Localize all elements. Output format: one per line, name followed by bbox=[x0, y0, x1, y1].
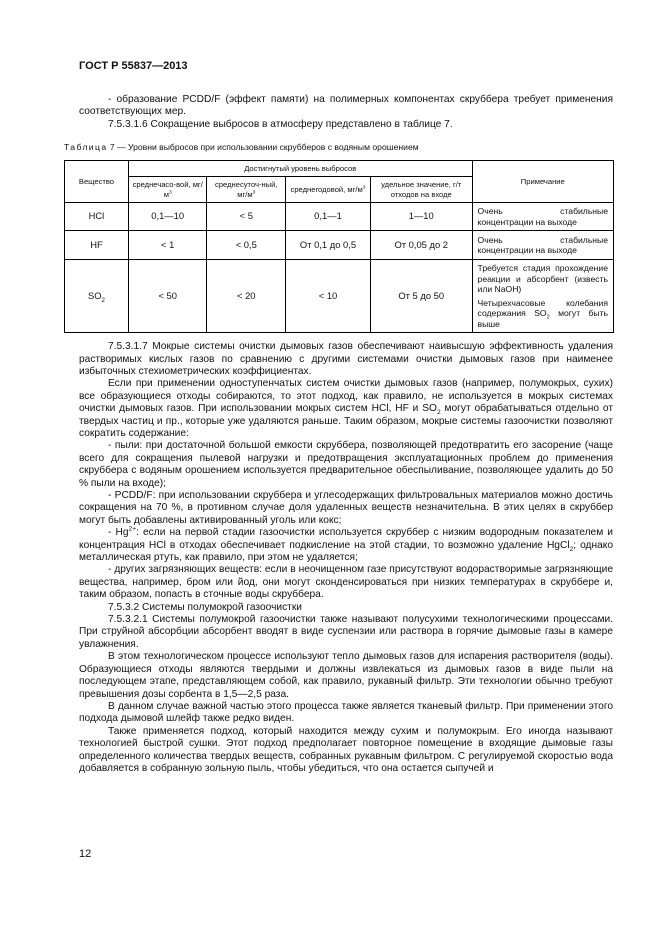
col-note: Примечание bbox=[472, 160, 613, 203]
col-substance: Вещество bbox=[65, 160, 129, 203]
intro-paragraph-1: - образование PCDD/F (эффект памяти) на полимерных компонентах скруббера требует применения соответствующих мер. bbox=[79, 94, 613, 118]
section-heading: 7.5.3.2 Системы полумокрой газоочистки bbox=[108, 601, 302, 613]
table-caption-label: Таблица bbox=[64, 142, 108, 153]
table-row bbox=[65, 260, 614, 333]
cell-value: < 1 bbox=[128, 231, 207, 260]
cell-value: < 0,5 bbox=[207, 231, 286, 260]
cell-value: 0,1—10 bbox=[128, 203, 207, 231]
table-caption-text: 7 — Уровни выбросов при использовании скрубберов с водяным орошением bbox=[109, 142, 419, 153]
body-paragraph: - пыли: при достаточной большой емкости скруббера, позволяющей предотвратить его засорение (чаще всего для сокращения пылевой нагрузки и предотвращения эксплуатационных проблем до применения скруббера с водяным орошением используется предварительное обеспыливание, позволяющее удалить до 50 % пыли на входе); bbox=[79, 440, 613, 489]
emissions-table bbox=[64, 160, 614, 334]
table-row bbox=[65, 231, 614, 260]
body-paragraph: Если при применении одноступенчатых систем очистки дымовых газов (например, полумокрых, сухих) все образующиеся отходы собираются, то этот подход, как правило, не используется в мокрых системах очистки дымовых газов. При использовании мокрых систем HCl, HF и $SO_2$ могут обрабатываться отдельно от твердых частиц и пр., которые уже удаляются раньше. Таким образом, мокрые системы газоочистки позволяют сократить содержание: bbox=[79, 378, 613, 439]
cell-value: < 5 bbox=[207, 203, 286, 231]
cell-note: Очень стабильные концентрации на выходе bbox=[472, 203, 613, 231]
col-specific: удельное значение, г/т отходов на входе bbox=[370, 177, 472, 203]
body-paragraph: 7.5.3.2.1 Системы полумокрой газоочистки также называют полусухими технологическими процессами. При струйной абсорбции абсорбент вводят в виде суспензии или раствора в горячие дымовые газы в камере увлажнения. bbox=[79, 614, 613, 650]
cell-value: От 0,1 до 0,5 bbox=[286, 231, 371, 260]
page-number: 12 bbox=[79, 848, 92, 860]
body-paragraph: - PCDD/F: при использовании скруббера и углесодержащих фильтровальных материалов можно достичь сокращения на 70 %, в противном случае доля удаленных веществ незначительна. В этих целях в скруббер могут быть добавлены активированный уголь или кокс; bbox=[79, 490, 613, 526]
page-content bbox=[64, 94, 614, 775]
body-paragraph: В данном случае важной частью этого процесса также является тканевый фильтр. При применении этого подхода дымовой шлейф также редко виден. bbox=[79, 700, 613, 725]
table-row bbox=[65, 203, 614, 231]
cell-value: < 20 bbox=[207, 260, 286, 333]
cell-note: Очень стабильные концентрации на выходе bbox=[472, 231, 613, 260]
col-group-achieved: Достигнутый уровень выбросов bbox=[128, 160, 472, 177]
cell-value: От 5 до 50 bbox=[370, 260, 472, 333]
cell-value: < 10 bbox=[286, 260, 371, 333]
table-header-row bbox=[65, 160, 614, 177]
body-paragraph: - других загрязняющих веществ: если в неочищенном газе присутствуют водорастворимые загрязняющие вещества, например, бром или йод, они могут сконденсироваться при низких температурах в скруббере и, таким образом, попасть в сточные воды скруббера. bbox=[79, 564, 613, 601]
table-caption bbox=[64, 141, 613, 153]
cell-value: 0,1—1 bbox=[286, 203, 371, 231]
body-paragraph: 7.5.3.1.7 Мокрые системы очистки дымовых газов обеспечивают наивысшую эффективность удаления растворимых кислых газов по сравнению с другими системами очистки дымовых газов при наименее избыточных стехиометрических коэффициентах. bbox=[79, 341, 613, 377]
cell-substance: $SO_2$ bbox=[65, 260, 129, 333]
body-paragraph: Также применяется подход, который находится между сухим и полумокрым. Его иногда называют технологией быстрой сушки. Этот подход предполагает повторное помещение в входящие дымовые газы определенного количества твердых веществ, собранных рукавным фильтром. С регулируемой скоростью вода добавляется в собранную зольную пыль, чтобы убедиться, что она остается сыпучей и bbox=[79, 725, 613, 774]
col-hourly: среднечасо-вой, $мг/м^3$ bbox=[128, 177, 207, 203]
col-daily: среднесуточ-ный, $мг/м^3$ bbox=[207, 177, 286, 203]
cell-substance: HCl bbox=[65, 203, 129, 231]
cell-substance: HF bbox=[65, 231, 129, 260]
cell-value: 1—10 bbox=[370, 203, 472, 231]
body-paragraph: - $Hg^{2+}$: если на первой стадии газоочистки используется скруббер с низким водородным показателем и концентрация HCl в отходах обеспечивает подкисление на этой стадии, то возможно удаление HgCl$_2$; однако металлическая ртуть, как правило, при этом не удаляется; bbox=[79, 525, 614, 564]
cell-value: < 50 bbox=[128, 260, 207, 333]
col-yearly: среднегодовой, $мг/м^3$ bbox=[286, 177, 371, 203]
body-paragraph: В этом технологическом процессе используют тепло дымовых газов для испарения растворителя (воды). Образующиеся отходы являются твердыми и должны извлекаться из дымовых газов в виде пыли на последующем этапе, представляющем собой, как правило, рукавный фильтр. Эти технологии обычно требуют превышения дозы сорбента в 1,5—2,5 раза. bbox=[79, 651, 613, 700]
cell-value: От 0,05 до 2 bbox=[370, 231, 472, 260]
cell-note: Требуется стадия прохождение реакции и абсорбент (известь или NaOH) Четырехчасовые колебания содержания $SO_2$ могут быть выше bbox=[472, 260, 613, 333]
document-header: ГОСТ Р 55837—2013 bbox=[79, 60, 188, 72]
intro-paragraph-2: 7.5.3.1.6 Сокращение выбросов в атмосферу представлено в таблице 7. bbox=[108, 118, 453, 130]
